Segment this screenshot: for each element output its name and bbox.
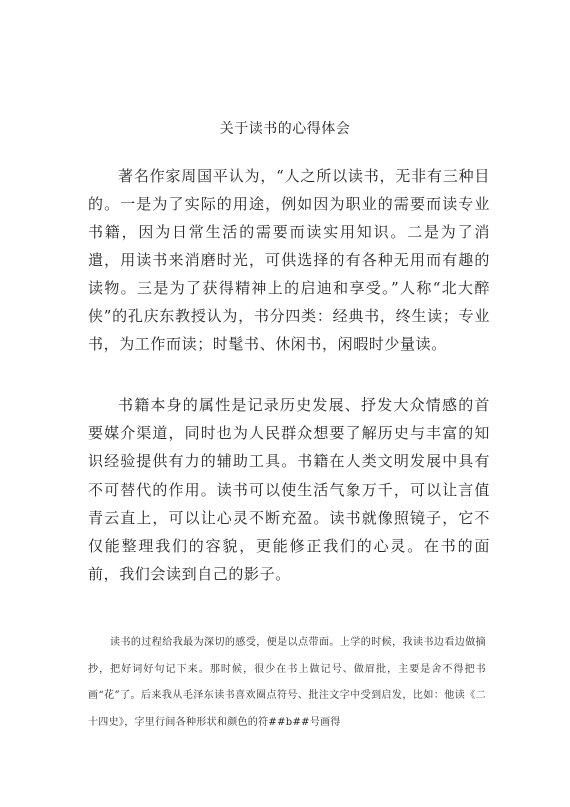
paragraph-2: 书籍本身的属性是记录历史发展、抒发大众情感的首要媒介渠道，同时也为人民群众想要了解历史与丰富的知识经验提供有力的辅助工具。书籍在人类文明发展中具有不可替代的作用。读书可以使生活气象万千，可以让言值青云直上，可以让心灵不断充盈。读书就像照镜子，它不仅能整理我们的容貌，更能修正我们的心灵。在书的面前，我们会读到自己的影子。	[88, 396, 490, 584]
paragraph-1: 著名作家周国平认为，“人之所以读书，无非有三种目的。一是为了实际的用途，例如因为职业的需要而读专业书籍，因为日常生活的需要而读实用知识。二是为了消遣，用读书来消磨时光，可供选择的有各种无用而有趣的读物。三是为了获得精神上的启迪和享受。”人称“北大醉侠”的孔庆东教授认为，书分四类：经典书，终生读；专业书，为工作而读；时髦书、休闲书，闲暇时少量读。	[88, 167, 490, 353]
paragraph-3: 读书的过程给我最为深切的感受，便是以点带面。上学的时候，我读书边看边做摘抄，把好词好句记下来。那时候，很少在书上做记号、做眉批，主要是舍不得把书画“花”了。后来我从毛泽东读书喜欢圈点符号、批注文字中受到启发，比如：他读《二十四史》，字里行间各种形状和颜色的符##b##号画得	[88, 637, 486, 729]
document-title: 关于读书的心得体会	[219, 121, 351, 137]
